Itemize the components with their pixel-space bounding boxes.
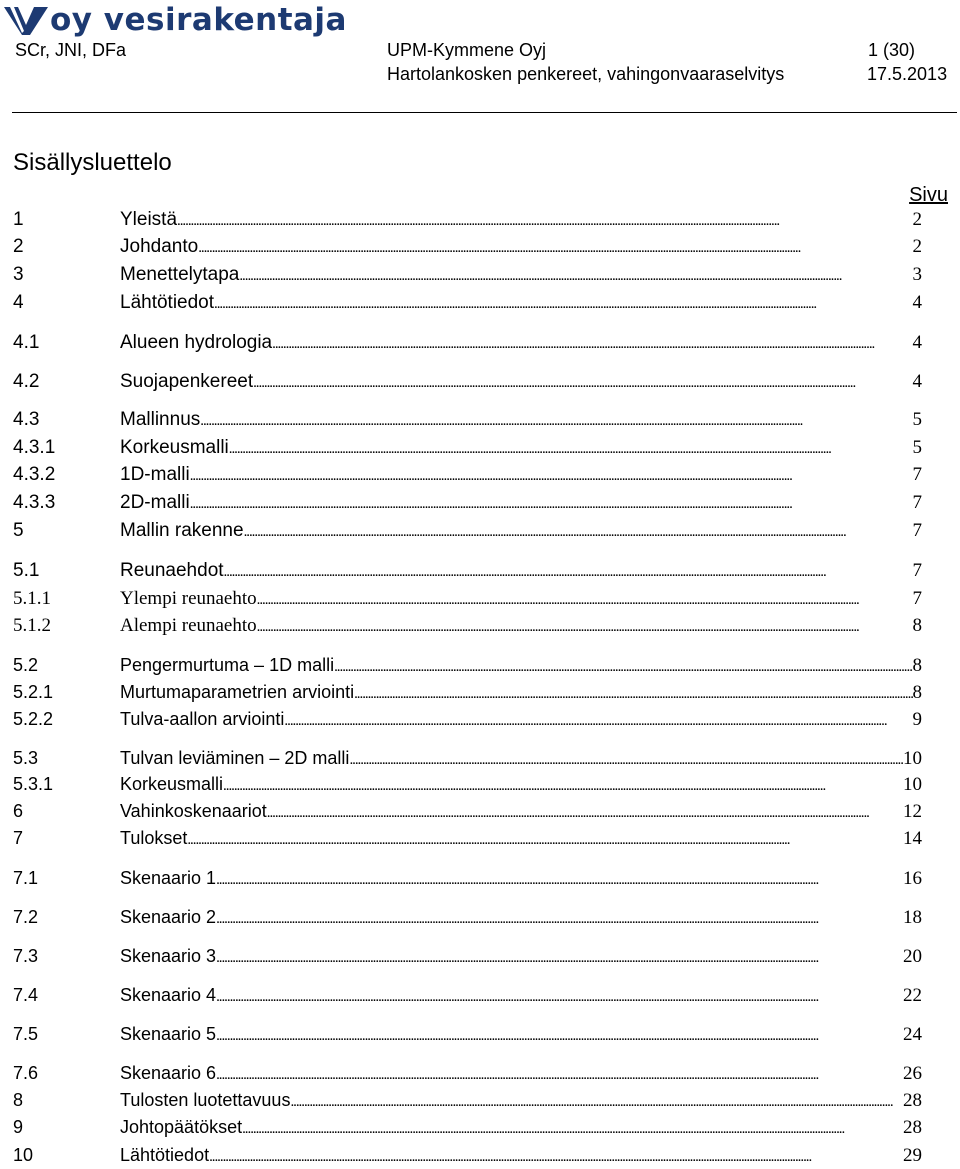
toc-entry-leader [200, 408, 912, 433]
toc-entry-leader [216, 1061, 903, 1087]
toc-entry-leader [239, 263, 912, 288]
toc-entry-label: Skenaario 1 [120, 868, 217, 888]
toc-entry-leader [216, 944, 903, 970]
toc-entry-leader [253, 370, 912, 395]
toc-entry-number: 7.4 [13, 985, 39, 1005]
toc-entry-label: Skenaario 6 [120, 1063, 217, 1083]
toc-entry-leader [216, 1022, 903, 1048]
toc-entry[interactable] [13, 491, 922, 515]
toc-entry-page: 9 [912, 709, 922, 730]
toc-entry-number: 4 [13, 292, 24, 313]
toc-entry-page: 2 [912, 209, 922, 230]
toc-entry-number: 4.1 [13, 332, 40, 353]
toc-entry-number: 7.3 [13, 946, 39, 966]
toc-entry-number: 8 [13, 1090, 24, 1110]
toc-entry-leader [229, 436, 913, 461]
toc-entry-leader [349, 746, 903, 772]
logo-v-icon [4, 5, 48, 35]
toc-entry-label: Suojapenkereet [120, 371, 254, 392]
toc-entry-number: 5 [13, 520, 24, 541]
toc-entry-number: 7.6 [13, 1063, 39, 1083]
toc-entry-label: Tulvan leviäminen – 2D malli [120, 748, 350, 768]
toc-entry-label: Korkeusmalli [120, 437, 229, 458]
toc-entry-page: 7 [912, 520, 922, 541]
toc-entry[interactable] [13, 799, 922, 823]
toc-entry-page: 8 [912, 615, 922, 636]
toc-entry[interactable] [13, 1061, 922, 1085]
toc-entry-page: 4 [912, 332, 922, 353]
toc-entry-label: Alempi reunaehto [120, 615, 257, 636]
toc-entry[interactable] [13, 826, 922, 850]
toc-entry[interactable] [13, 291, 922, 315]
toc-entry-leader [290, 1088, 903, 1114]
toc-entry-leader [334, 653, 912, 679]
toc-entry[interactable] [13, 559, 922, 583]
toc-entry-label: Tulva-aallon arviointi [120, 709, 285, 729]
toc-entry[interactable] [13, 772, 922, 796]
toc-entry-number: 4.3.3 [13, 492, 56, 513]
toc-entry-label: 1D-malli [120, 464, 190, 485]
toc-entry-page: 7 [912, 560, 922, 581]
toc-entry-leader [242, 1115, 903, 1141]
toc-entry-number: 4.3.2 [13, 464, 56, 485]
toc-entry-leader [216, 983, 903, 1009]
toc-entry-label: Mallinnus [120, 409, 201, 430]
toc-entry-number: 1 [13, 209, 24, 230]
toc-entry[interactable] [13, 944, 922, 968]
toc-entry-label: Pengermurtuma – 1D malli [120, 655, 335, 675]
toc-entry-leader [284, 707, 912, 733]
toc-entry-page: 24 [903, 1024, 922, 1045]
toc-entry-number: 5.1.1 [13, 588, 51, 609]
toc-entry-leader [209, 1143, 903, 1169]
toc-entry-label: Yleistä [120, 209, 178, 230]
toc-entry-label: Korkeusmalli [120, 774, 224, 794]
toc-entry-label: Alueen hydrologia [120, 332, 273, 353]
toc-entry-page: 26 [903, 1063, 922, 1084]
toc-entry[interactable] [13, 1143, 922, 1167]
toc-entry-page: 7 [912, 492, 922, 513]
toc-entry-number: 4.3.1 [13, 437, 56, 458]
header-authors: SCr, JNI, DFa [15, 40, 127, 60]
toc-entry-label: Mallin rakenne [120, 520, 244, 541]
toc-entry-label: Lähtötiedot [120, 292, 215, 313]
toc-entry[interactable] [13, 331, 922, 355]
toc-entry-number: 5.2.2 [13, 709, 54, 729]
toc-entry[interactable] [13, 866, 922, 890]
toc-entry-number: 7 [13, 828, 24, 848]
toc-entry[interactable] [13, 653, 922, 677]
toc-entry-leader [216, 905, 903, 931]
toc-entry[interactable] [13, 614, 922, 638]
toc-entry[interactable] [13, 235, 922, 259]
toc-entry-number: 5.2.1 [13, 682, 54, 702]
toc-entry-leader [214, 291, 912, 316]
toc-entry-number: 9 [13, 1117, 24, 1137]
toc-entry-number: 4.3 [13, 409, 40, 430]
toc-entry[interactable] [13, 587, 922, 611]
header-page-info: 1 (30) [868, 40, 916, 60]
toc-entry-label: Johtopäätökset [120, 1117, 243, 1137]
toc-entry-label: Skenaario 4 [120, 985, 217, 1005]
toc-entry-label: Menettelytapa [120, 264, 240, 285]
toc-entry-label: Reunaehdot [120, 560, 224, 581]
company-logo [4, 4, 347, 36]
toc-entry-number: 5.3 [13, 748, 39, 768]
toc-entry-page: 20 [903, 946, 922, 967]
toc-entry[interactable] [13, 680, 922, 704]
toc-entry-page: 10 [903, 748, 922, 769]
toc-entry-label: Skenaario 5 [120, 1024, 217, 1044]
toc-entry-page: 18 [903, 907, 922, 928]
toc-entry-number: 6 [13, 801, 24, 821]
header-divider [12, 112, 957, 113]
toc-entry-page: 12 [903, 801, 922, 822]
toc-entry-leader [223, 772, 903, 798]
toc-entry-label: Johdanto [120, 236, 199, 257]
toc-entry-label: Skenaario 3 [120, 946, 217, 966]
toc-entry-label: Tulosten luotettavuus [120, 1090, 291, 1110]
toc-entry-number: 5.3.1 [13, 774, 54, 794]
toc-entry-page: 29 [903, 1145, 922, 1166]
toc-entry[interactable] [13, 1088, 922, 1112]
toc-entry-page: 3 [912, 264, 922, 285]
toc-entry-label: 2D-malli [120, 492, 190, 513]
toc-entry-number: 5.1 [13, 560, 40, 581]
toc-entry-leader [244, 519, 913, 544]
toc-entry-label: Ylempi reunaehto [120, 588, 257, 609]
toc-entry-leader [187, 826, 903, 852]
toc-entry[interactable] [13, 905, 922, 929]
toc-entry-number: 2 [13, 236, 24, 257]
toc-entry-label: Tulokset [120, 828, 188, 848]
toc-entry[interactable] [13, 208, 922, 232]
toc-entry-leader [257, 614, 913, 639]
toc-entry-leader [190, 491, 913, 516]
header-date: 17.5.2013 [867, 64, 948, 84]
toc-entry-page: 7 [912, 588, 922, 609]
page-column-label: Sivu [909, 184, 948, 206]
header-report-title: Hartolankosken penkereet, vahingonvaaraselvitys [387, 64, 785, 84]
header-client: UPM-Kymmene Oyj [387, 40, 547, 60]
toc-entry-page: 4 [912, 292, 922, 313]
toc-entry[interactable] [13, 408, 922, 432]
toc-entry-number: 5.1.2 [13, 615, 51, 636]
toc-entry-page: 28 [903, 1090, 922, 1111]
toc-entry-page: 8 [912, 655, 922, 676]
toc-entry-page: 8 [912, 682, 922, 703]
toc-entry[interactable] [13, 263, 922, 287]
toc-entry-page: 2 [912, 236, 922, 257]
toc-entry-page: 22 [903, 985, 922, 1006]
toc-entry[interactable] [13, 707, 922, 731]
toc-entry-number: 10 [13, 1145, 34, 1165]
toc-entry-number: 7.2 [13, 907, 39, 927]
toc-entry[interactable] [13, 519, 922, 543]
toc-entry-page: 7 [912, 464, 922, 485]
toc-entry-number: 7.1 [13, 868, 39, 888]
toc-entry[interactable] [13, 1115, 922, 1139]
toc-entry-page: 16 [903, 868, 922, 889]
logo-text: oy vesirakentaja [50, 2, 347, 38]
toc-entry-page: 10 [903, 774, 922, 795]
toc-entry[interactable] [13, 746, 922, 770]
toc-entry-leader [267, 799, 903, 825]
toc-entry-number: 3 [13, 264, 24, 285]
toc-entry[interactable] [13, 1022, 922, 1046]
toc-entry-number: 5.2 [13, 655, 39, 675]
toc-entry[interactable] [13, 983, 922, 1007]
toc-entry-page: 28 [903, 1117, 922, 1138]
toc-entry-number: 4.2 [13, 371, 40, 392]
toc-entry-number: 7.5 [13, 1024, 39, 1044]
toc-entry[interactable] [13, 436, 922, 460]
toc-entry-leader [190, 463, 913, 488]
toc-entry[interactable] [13, 463, 922, 487]
toc-entry-leader [177, 208, 912, 233]
toc-entry-leader [272, 331, 912, 356]
toc-entry-leader [216, 866, 903, 892]
toc-entry-page: 14 [903, 828, 922, 849]
toc-entry-leader [354, 680, 912, 706]
toc-entry-label: Murtumaparametrien arviointi [120, 682, 355, 702]
toc-entry-leader [224, 559, 913, 584]
toc-entry-label: Vahinkoskenaariot [120, 801, 267, 821]
toc-entry-page: 4 [912, 371, 922, 392]
toc-entry-page: 5 [912, 437, 922, 458]
toc-entry-page: 5 [912, 409, 922, 430]
toc-entry-leader [198, 235, 912, 260]
toc-entry-label: Skenaario 2 [120, 907, 217, 927]
toc-entry-label: Lähtötiedot [120, 1145, 210, 1165]
toc-entry[interactable] [13, 370, 922, 394]
toc-entry-leader [257, 587, 913, 612]
toc-title: Sisällysluettelo [13, 149, 172, 176]
